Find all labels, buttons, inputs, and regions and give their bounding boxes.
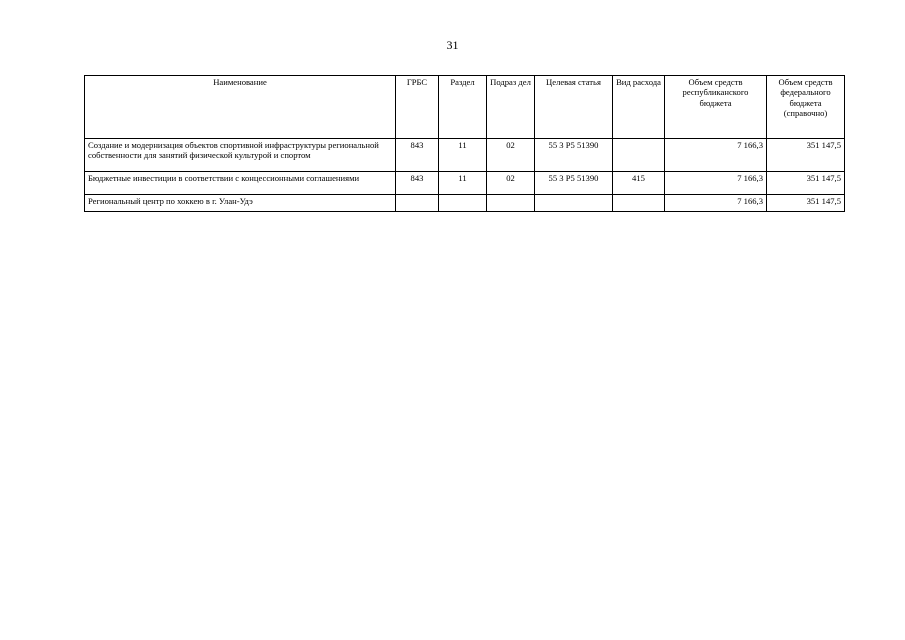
cell-section: 11 xyxy=(439,139,487,172)
table-row xyxy=(85,195,845,212)
header-expense-type: Вид расхода xyxy=(613,76,665,139)
header-republican-budget: Объем средств республиканского бюджета xyxy=(665,76,767,139)
cell-federal-budget: 351 147,5 xyxy=(767,172,845,195)
cell-target-article: 55 3 Р5 51390 xyxy=(535,172,613,195)
cell-section: 11 xyxy=(439,172,487,195)
table-row xyxy=(85,139,845,172)
cell-subsection xyxy=(487,195,535,212)
cell-name: Создание и модернизация объектов спортивной инфраструктуры региональной собственности для занятий физической культурой и спортом xyxy=(85,139,396,172)
header-federal-budget: Объем средств федерального бюджета (справочно) xyxy=(767,76,845,139)
cell-grbs: 843 xyxy=(396,139,439,172)
cell-republican-budget: 7 166,3 xyxy=(665,172,767,195)
cell-federal-budget: 351 147,5 xyxy=(767,195,845,212)
cell-expense-type xyxy=(613,195,665,212)
cell-section xyxy=(439,195,487,212)
table-row xyxy=(85,172,845,195)
header-target-article: Целевая статья xyxy=(535,76,613,139)
header-section: Раздел xyxy=(439,76,487,139)
cell-republican-budget: 7 166,3 xyxy=(665,139,767,172)
cell-subsection: 02 xyxy=(487,139,535,172)
cell-target-article: 55 3 Р5 51390 xyxy=(535,139,613,172)
header-grbs: ГРБС xyxy=(396,76,439,139)
header-subsection: Подраз дел xyxy=(487,76,535,139)
cell-federal-budget: 351 147,5 xyxy=(767,139,845,172)
cell-target-article xyxy=(535,195,613,212)
table-header-row xyxy=(85,76,845,139)
cell-expense-type xyxy=(613,139,665,172)
cell-subsection: 02 xyxy=(487,172,535,195)
cell-grbs xyxy=(396,195,439,212)
cell-republican-budget: 7 166,3 xyxy=(665,195,767,212)
cell-expense-type: 415 xyxy=(613,172,665,195)
cell-name: Региональный центр по хоккею в г. Улан-Удэ xyxy=(85,195,396,212)
cell-grbs: 843 xyxy=(396,172,439,195)
header-name: Наименование xyxy=(85,76,396,139)
page-number: 31 xyxy=(446,38,459,52)
budget-table xyxy=(84,75,845,212)
cell-name: Бюджетные инвестиции в соответствии с концессионными соглашениями xyxy=(85,172,396,195)
